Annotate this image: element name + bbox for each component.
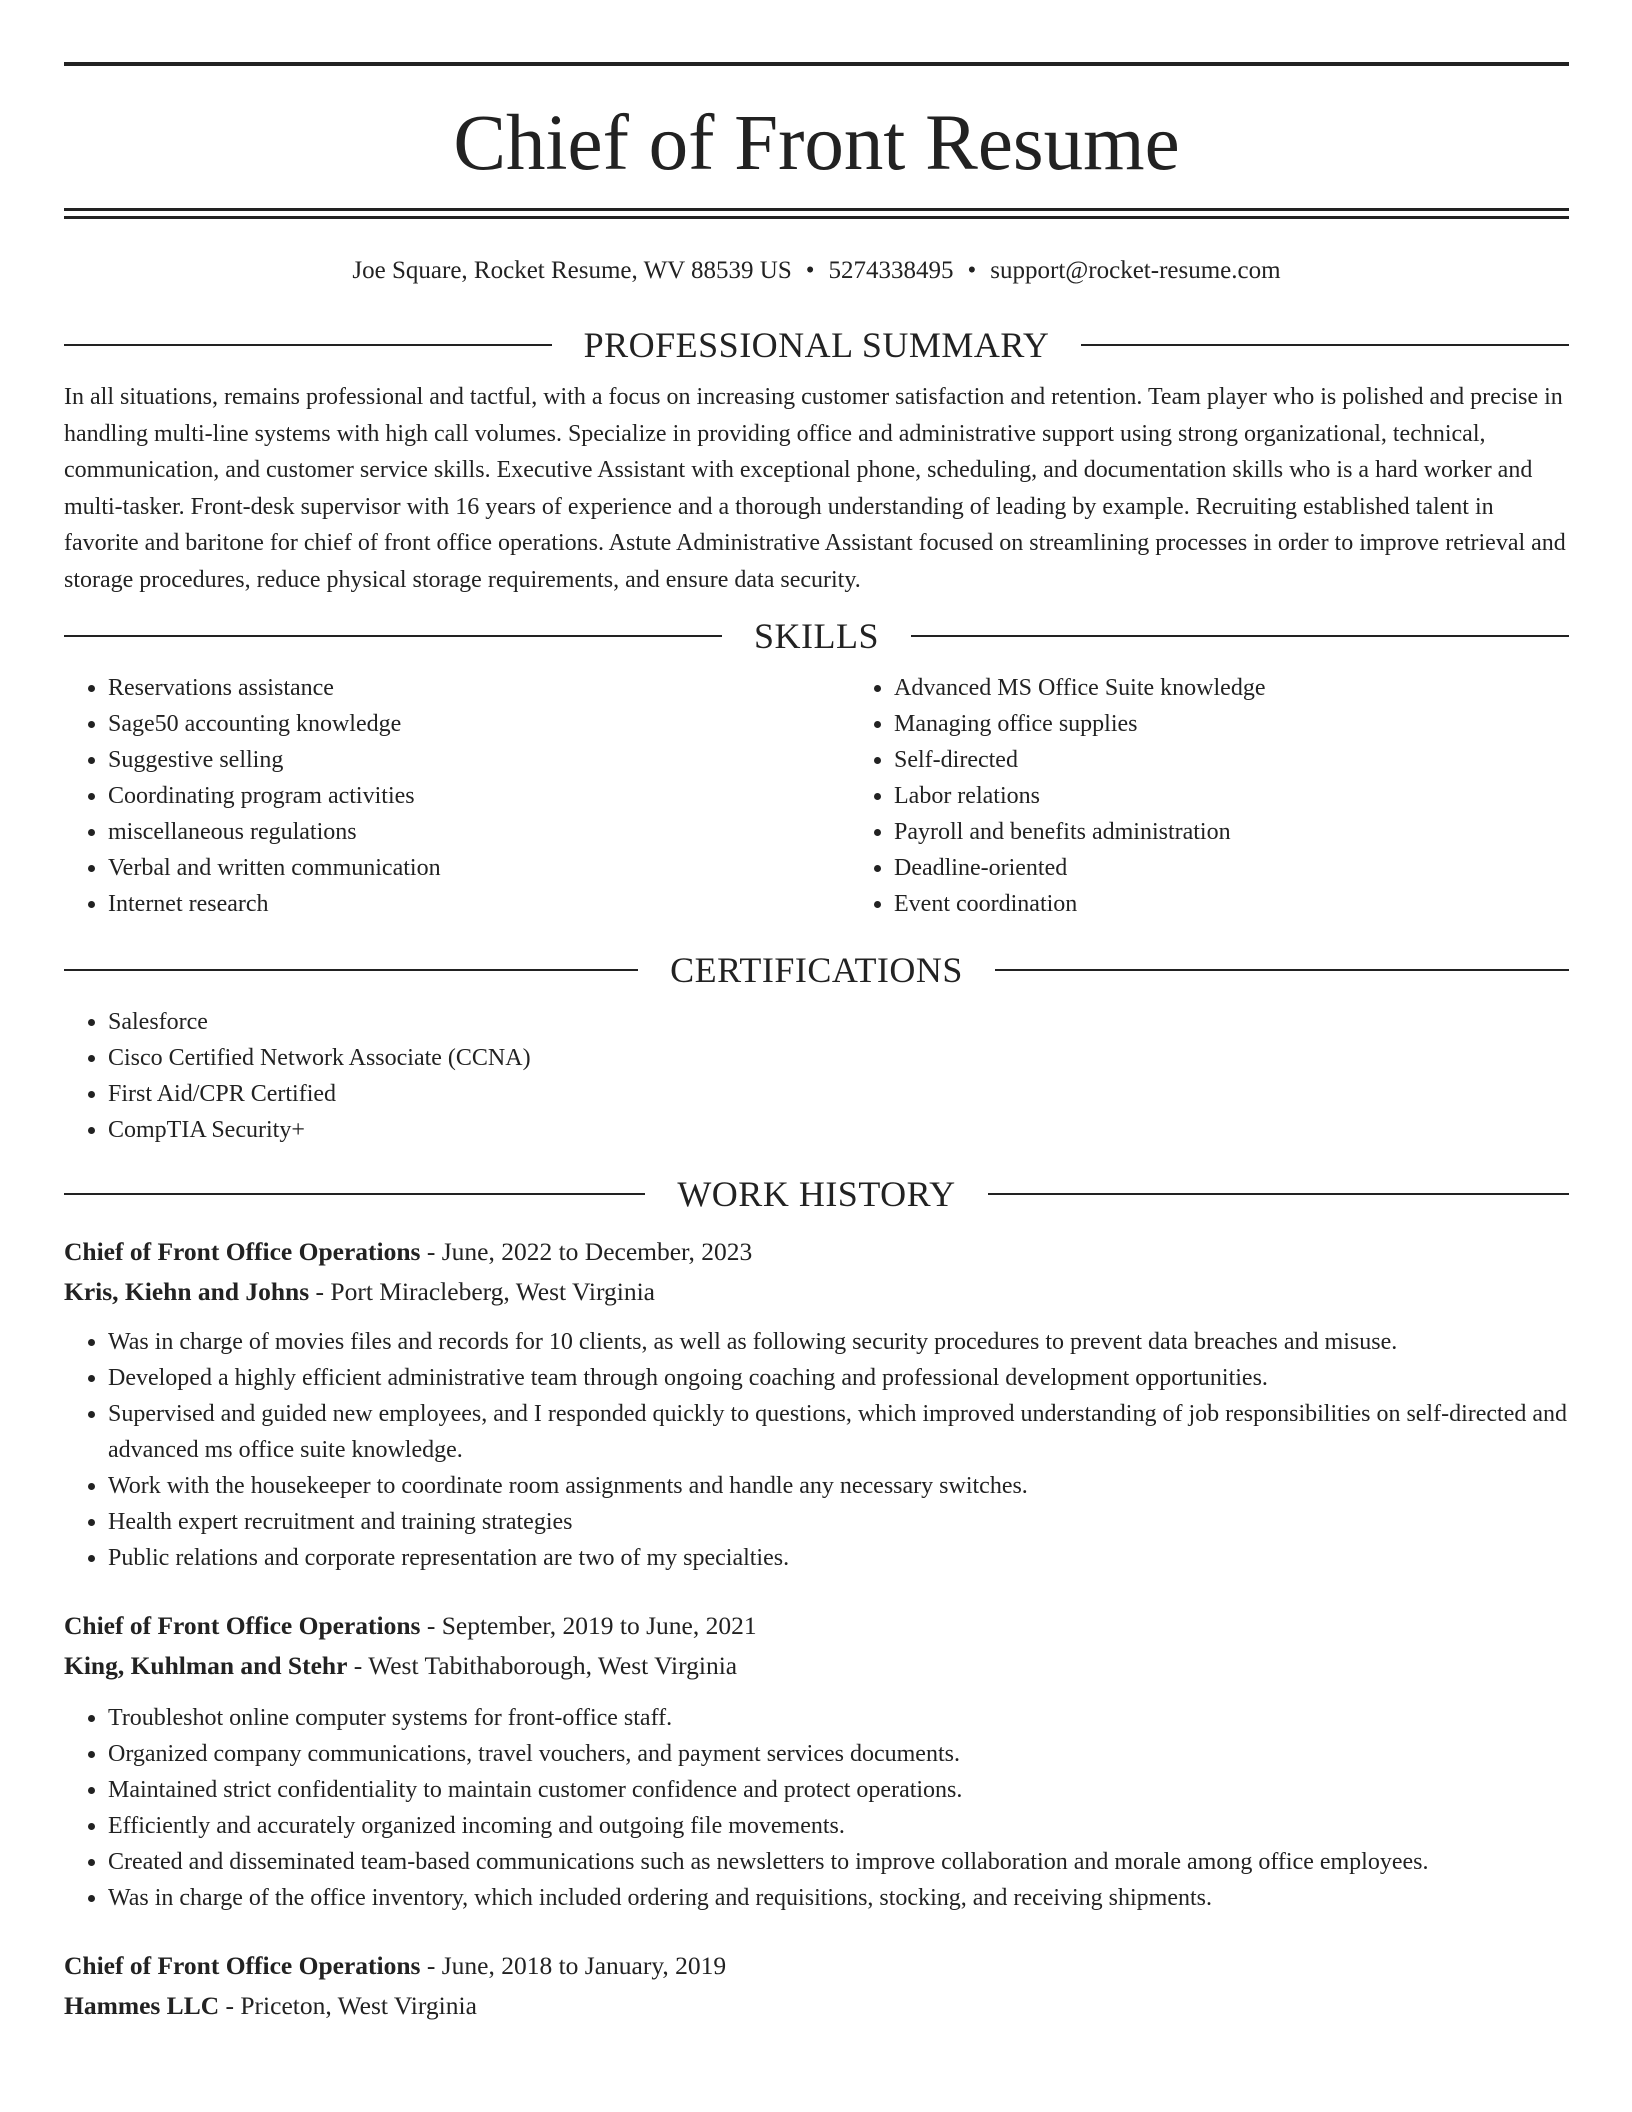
heading-rule — [64, 1193, 645, 1195]
job-company-line — [64, 1986, 1569, 2026]
heading-rule — [988, 1193, 1569, 1195]
job-location: - Priceton, West Virginia — [219, 1991, 477, 2020]
job-bullet: • Was in charge of movies files and records for 10 clients, as well as following security procedures to prevent data breaches and misuse. — [108, 1324, 1569, 1360]
job-title-line — [64, 1606, 1569, 1646]
section-title: WORK HISTORY — [677, 1174, 956, 1214]
job-title: Chief of Front Office Operations — [64, 1237, 421, 1266]
title-double-rule — [64, 208, 1569, 219]
heading-rule — [995, 969, 1569, 971]
job-bullet: • Public relations and corporate representation are two of my specialties. — [108, 1540, 1569, 1576]
heading-rule — [1081, 344, 1569, 346]
heading-rule — [911, 635, 1569, 637]
job-title-line — [64, 1232, 1569, 1272]
summary-paragraph: In all situations, remains professional and tactful, with a focus on increasing customer satisfaction and retention. Team player who is polished and precise in handling multi-line systems with high call volumes. Specialize in providing office and administrative support using strong organizational, technical, communication, and customer service skills. Executive Assistant with exceptional phone, scheduling, and documentation skills who is a hard worker and multi-tasker. Front-desk supervisor with 16 years of experience and a thorough understanding of leading by example. Recruiting established talent in favorite and baritone for chief of front office operations. Astute Administrative Assistant focused on streamlining processes in order to improve retrieval and storage procedures, reduce physical storage requirements, and ensure data security. — [64, 384, 1566, 593]
heading-rule — [64, 969, 638, 971]
certification-item: • Salesforce — [108, 1004, 1569, 1040]
section-title: SKILLS — [754, 616, 880, 656]
job-bullets — [64, 1324, 1569, 1576]
job-entry — [64, 1946, 1569, 2026]
job-bullet: • Health expert recruitment and training strategies — [108, 1504, 1569, 1540]
certification-item: • Cisco Certified Network Associate (CCNA) — [108, 1040, 1569, 1076]
job-bullet: • Created and disseminated team-based communications such as newsletters to improve collaboration and morale among office employees. — [108, 1844, 1569, 1880]
job-location: - Port Miracleberg, West Virginia — [309, 1277, 655, 1306]
section-title: CERTIFICATIONS — [670, 950, 963, 990]
job-company-line — [64, 1272, 1569, 1312]
job-dates: - June, 2022 to December, 2023 — [420, 1237, 753, 1266]
job-title-line — [64, 1946, 1569, 1986]
job-bullet: • Maintained strict confidentiality to maintain customer confidence and protect operations. — [108, 1772, 1569, 1808]
resume-title: Chief of Front Resume — [453, 100, 1180, 187]
job-bullet: • Supervised and guided new employees, and I responded quickly to questions, which improved understanding of job responsibilities on self-directed and advanced ms office suite knowledge. — [108, 1396, 1569, 1468]
skill-item: • Labor relations — [894, 778, 1632, 814]
contact-separator: • — [805, 257, 815, 284]
skill-item: • Verbal and written communication — [108, 850, 850, 886]
job-company: Hammes LLC — [64, 1991, 220, 2020]
certification-item: • CompTIA Security+ — [108, 1112, 1569, 1148]
job-bullet: • Efficiently and accurately organized incoming and outgoing file movements. — [108, 1808, 1569, 1844]
skill-item: • Self-directed — [894, 742, 1632, 778]
skill-item: • Event coordination — [894, 886, 1632, 922]
job-company: Kris, Kiehn and Johns — [64, 1277, 310, 1306]
skill-item: • Deadline-oriented — [894, 850, 1632, 886]
section-heading-work-history — [64, 1172, 1569, 1216]
job-bullet: • Organized company communications, travel vouchers, and payment services documents. — [108, 1736, 1569, 1772]
skill-item: • Reservations assistance — [108, 670, 850, 706]
contact-email: support@rocket-resume.com — [990, 257, 1281, 284]
job-entry — [64, 1606, 1569, 1916]
section-heading-certifications — [64, 948, 1569, 992]
skills-list-left — [64, 670, 850, 922]
skill-item: • Internet research — [108, 886, 850, 922]
skill-item: • Payroll and benefits administration — [894, 814, 1632, 850]
section-heading-summary — [64, 323, 1569, 367]
heading-rule — [64, 344, 552, 346]
contact-phone: 5274338495 — [828, 257, 954, 284]
skills-columns — [64, 670, 1569, 922]
skill-item: • Coordinating program activities — [108, 778, 850, 814]
certification-item: • First Aid/CPR Certified — [108, 1076, 1569, 1112]
section-title: PROFESSIONAL SUMMARY — [583, 325, 1050, 365]
heading-rule — [64, 635, 722, 637]
job-title: Chief of Front Office Operations — [64, 1611, 421, 1640]
certifications-list — [64, 1004, 1569, 1148]
job-entry — [64, 1232, 1569, 1576]
contact-address: Joe Square, Rocket Resume, WV 88539 US — [352, 257, 792, 284]
job-dates: - September, 2019 to June, 2021 — [420, 1611, 757, 1640]
job-title: Chief of Front Office Operations — [64, 1951, 421, 1980]
contact-separator: • — [967, 257, 977, 284]
job-location: - West Tabithaborough, West Virginia — [347, 1651, 738, 1680]
top-rule — [64, 62, 1569, 66]
skill-item: • Suggestive selling — [108, 742, 850, 778]
section-heading-skills — [64, 614, 1569, 658]
job-company-line — [64, 1646, 1569, 1686]
skills-list-right — [850, 670, 1632, 922]
resume-page — [64, 62, 1569, 2026]
job-bullet: • Developed a highly efficient administrative team through ongoing coaching and professional development opportunities. — [108, 1360, 1569, 1396]
skill-item: • Advanced MS Office Suite knowledge — [894, 670, 1632, 706]
job-company: King, Kuhlman and Stehr — [64, 1651, 348, 1680]
contact-line — [64, 255, 1569, 287]
skill-item: • Sage50 accounting knowledge — [108, 706, 850, 742]
job-dates: - June, 2018 to January, 2019 — [420, 1951, 727, 1980]
job-bullet: • Troubleshot online computer systems for front-office staff. — [108, 1700, 1569, 1736]
skill-item: • Managing office supplies — [894, 706, 1632, 742]
job-bullet: • Work with the housekeeper to coordinate room assignments and handle any necessary switches. — [108, 1468, 1569, 1504]
job-bullets — [64, 1700, 1569, 1916]
skill-item: • miscellaneous regulations — [108, 814, 850, 850]
job-bullet: • Was in charge of the office inventory, which included ordering and requisitions, stocking, and receiving shipments. — [108, 1880, 1569, 1916]
